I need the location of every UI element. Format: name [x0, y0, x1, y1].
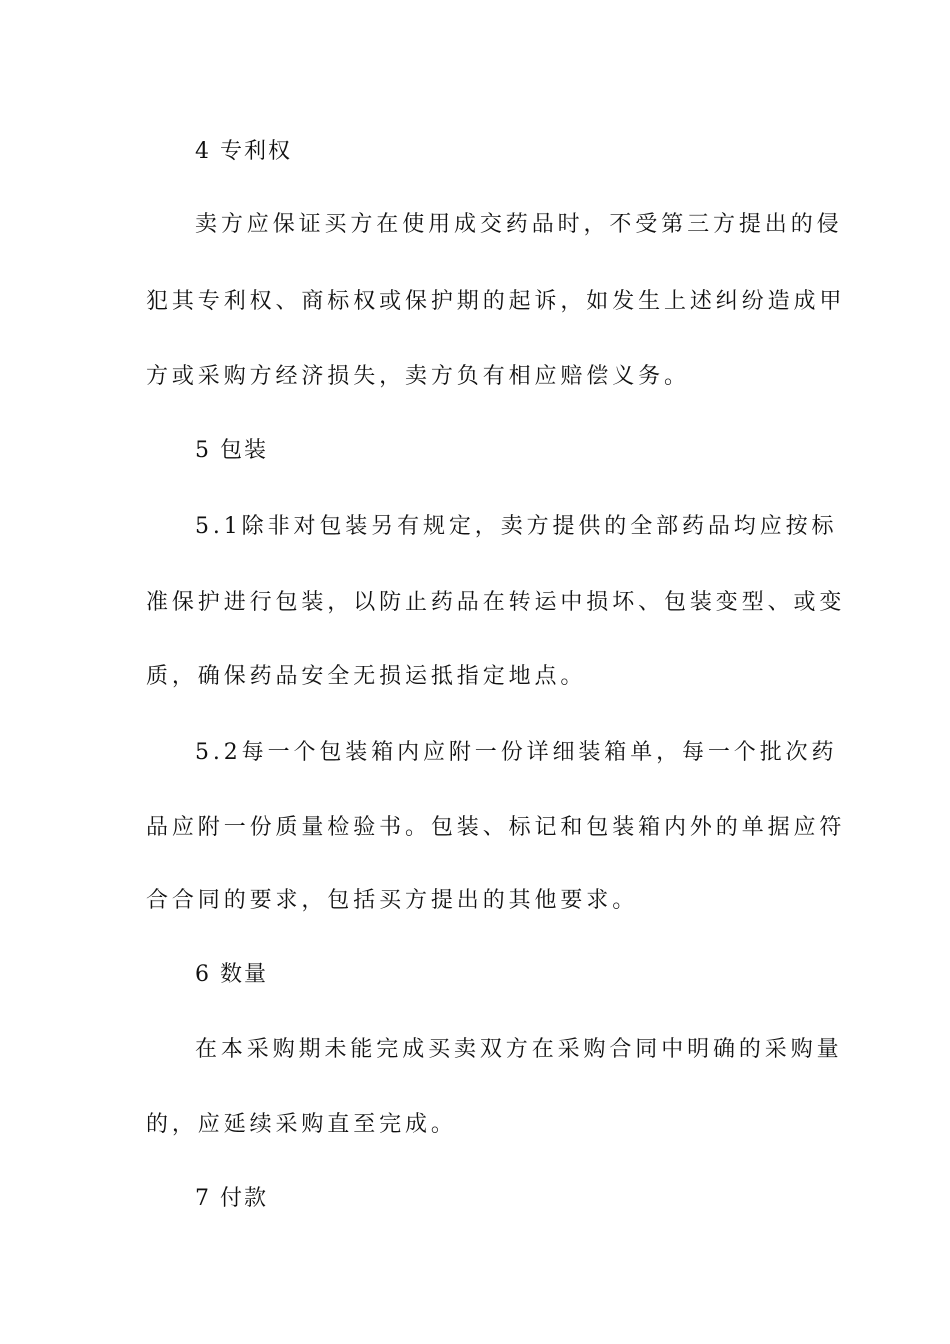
section-heading-patent: 4 专利权	[195, 139, 292, 164]
paragraph-line: 准保护进行包装，以防止药品在转运中损坏、包装变型、或变	[146, 590, 846, 615]
paragraph-line: 合合同的要求，包括买方提出的其他要求。	[146, 888, 639, 913]
paragraph-line: 质，确保药品安全无损运抵指定地点。	[146, 664, 587, 689]
paragraph-line: 品应附一份质量检验书。包装、标记和包装箱内外的单据应符	[146, 815, 846, 840]
paragraph-line: 的，应延续采购直至完成。	[146, 1112, 457, 1137]
paragraph-line: 卖方应保证买方在使用成交药品时，不受第三方提出的侵	[195, 212, 843, 237]
paragraph-line: 方或采购方经济损失，卖方负有相应赔偿义务。	[146, 364, 690, 389]
section-heading-payment: 7 付款	[195, 1186, 268, 1211]
section-heading-quantity: 6 数量	[195, 962, 268, 987]
paragraph-line: 5.1除非对包装另有规定，卖方提供的全部药品均应按标	[195, 514, 838, 539]
paragraph-line: 犯其专利权、商标权或保护期的起诉，如发生上述纠纷造成甲	[146, 289, 846, 314]
paragraph-line: 5.2每一个包装箱内应附一份详细装箱单，每一个批次药	[195, 740, 838, 765]
paragraph-line: 在本采购期未能完成买卖双方在采购合同中明确的采购量	[195, 1037, 843, 1062]
section-heading-packaging: 5 包装	[195, 438, 268, 463]
